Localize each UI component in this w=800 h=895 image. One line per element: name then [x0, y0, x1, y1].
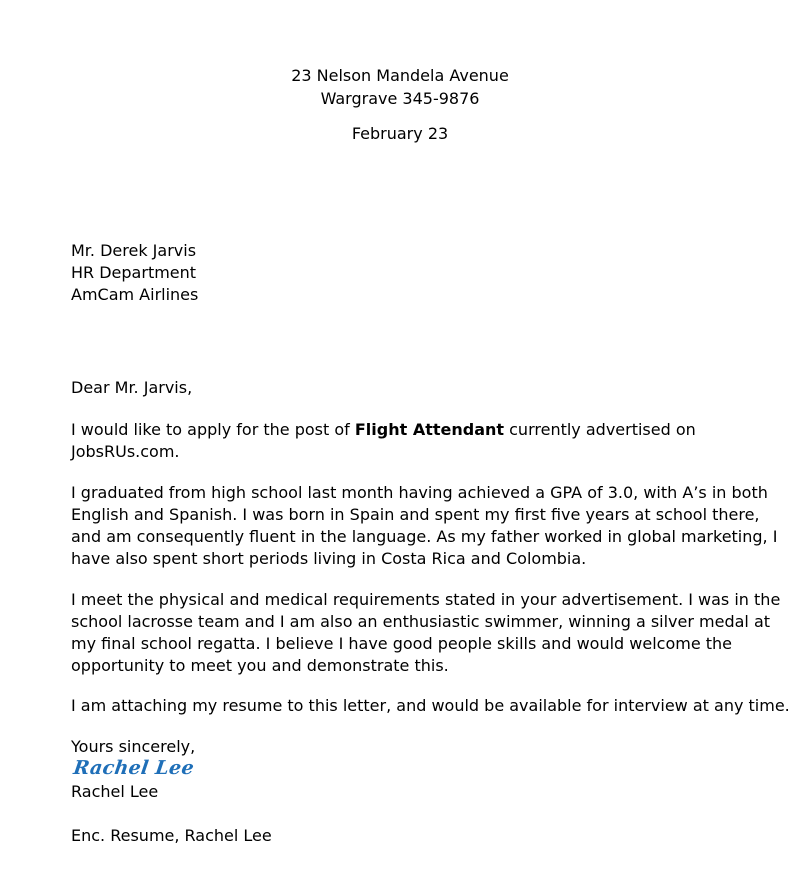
paragraph-line: have also spent short periods living in Costa Rica and Colombia. — [71, 549, 587, 568]
paragraph-intro-line1 — [71, 419, 741, 441]
closing-text: Yours sincerely, — [71, 737, 196, 756]
paragraph-qualifications — [71, 589, 781, 677]
printed-name-block — [71, 781, 751, 803]
recipient-block — [71, 240, 751, 306]
paragraph-line: and am consequently fluent in the language. As my father worked in global marketing, I — [71, 527, 778, 546]
paragraph-line: I graduated from high school last month having achieved a GPA of 3.0, with A’s in both — [71, 483, 768, 502]
paragraph-line: English and Spanish. I was born in Spain and spent my first five years at school there, — [71, 505, 760, 524]
paragraph-line: school lacrosse team and I am also an enthusiastic swimmer, winning a silver medal at — [71, 612, 771, 631]
letter-date: February 23 — [351, 124, 449, 143]
enclosure: Enc. Resume, Rachel Lee — [71, 826, 272, 845]
signature: Rachel Lee — [72, 757, 196, 779]
paragraph-line: I meet the physical and medical requirements stated in your advertisement. I was in the — [71, 590, 781, 609]
intro-text-after: currently advertised on — [504, 420, 696, 439]
sender-address-line1: 23 Nelson Mandela Avenue — [291, 66, 509, 85]
salutation — [71, 377, 751, 399]
intro-text-before: I would like to apply for the post of — [71, 420, 355, 439]
paragraph-intro-line2: JobsRUs.com. — [71, 442, 180, 461]
paragraph-intro — [71, 419, 741, 463]
paragraph-line: opportunity to meet you and demonstrate this. — [71, 656, 449, 675]
paragraph-line: my final school regatta. I believe I have good people skills and would welcome the — [71, 634, 732, 653]
position-title: Flight Attendant — [354, 420, 505, 439]
enclosure-block — [71, 825, 751, 847]
closing — [71, 736, 751, 758]
paragraph-education — [71, 482, 778, 570]
paragraph-line: I am attaching my resume to this letter, and would be available for interview at any time. — [71, 696, 790, 715]
recipient-department: HR Department — [71, 263, 197, 282]
printed-name: Rachel Lee — [71, 782, 159, 801]
sender-address-line2: Wargrave 345-9876 — [320, 89, 480, 108]
salutation-text: Dear Mr. Jarvis, — [71, 378, 193, 397]
recipient-name: Mr. Derek Jarvis — [71, 241, 197, 260]
paragraph-closing — [71, 695, 790, 717]
recipient-company: AmCam Airlines — [71, 285, 199, 304]
